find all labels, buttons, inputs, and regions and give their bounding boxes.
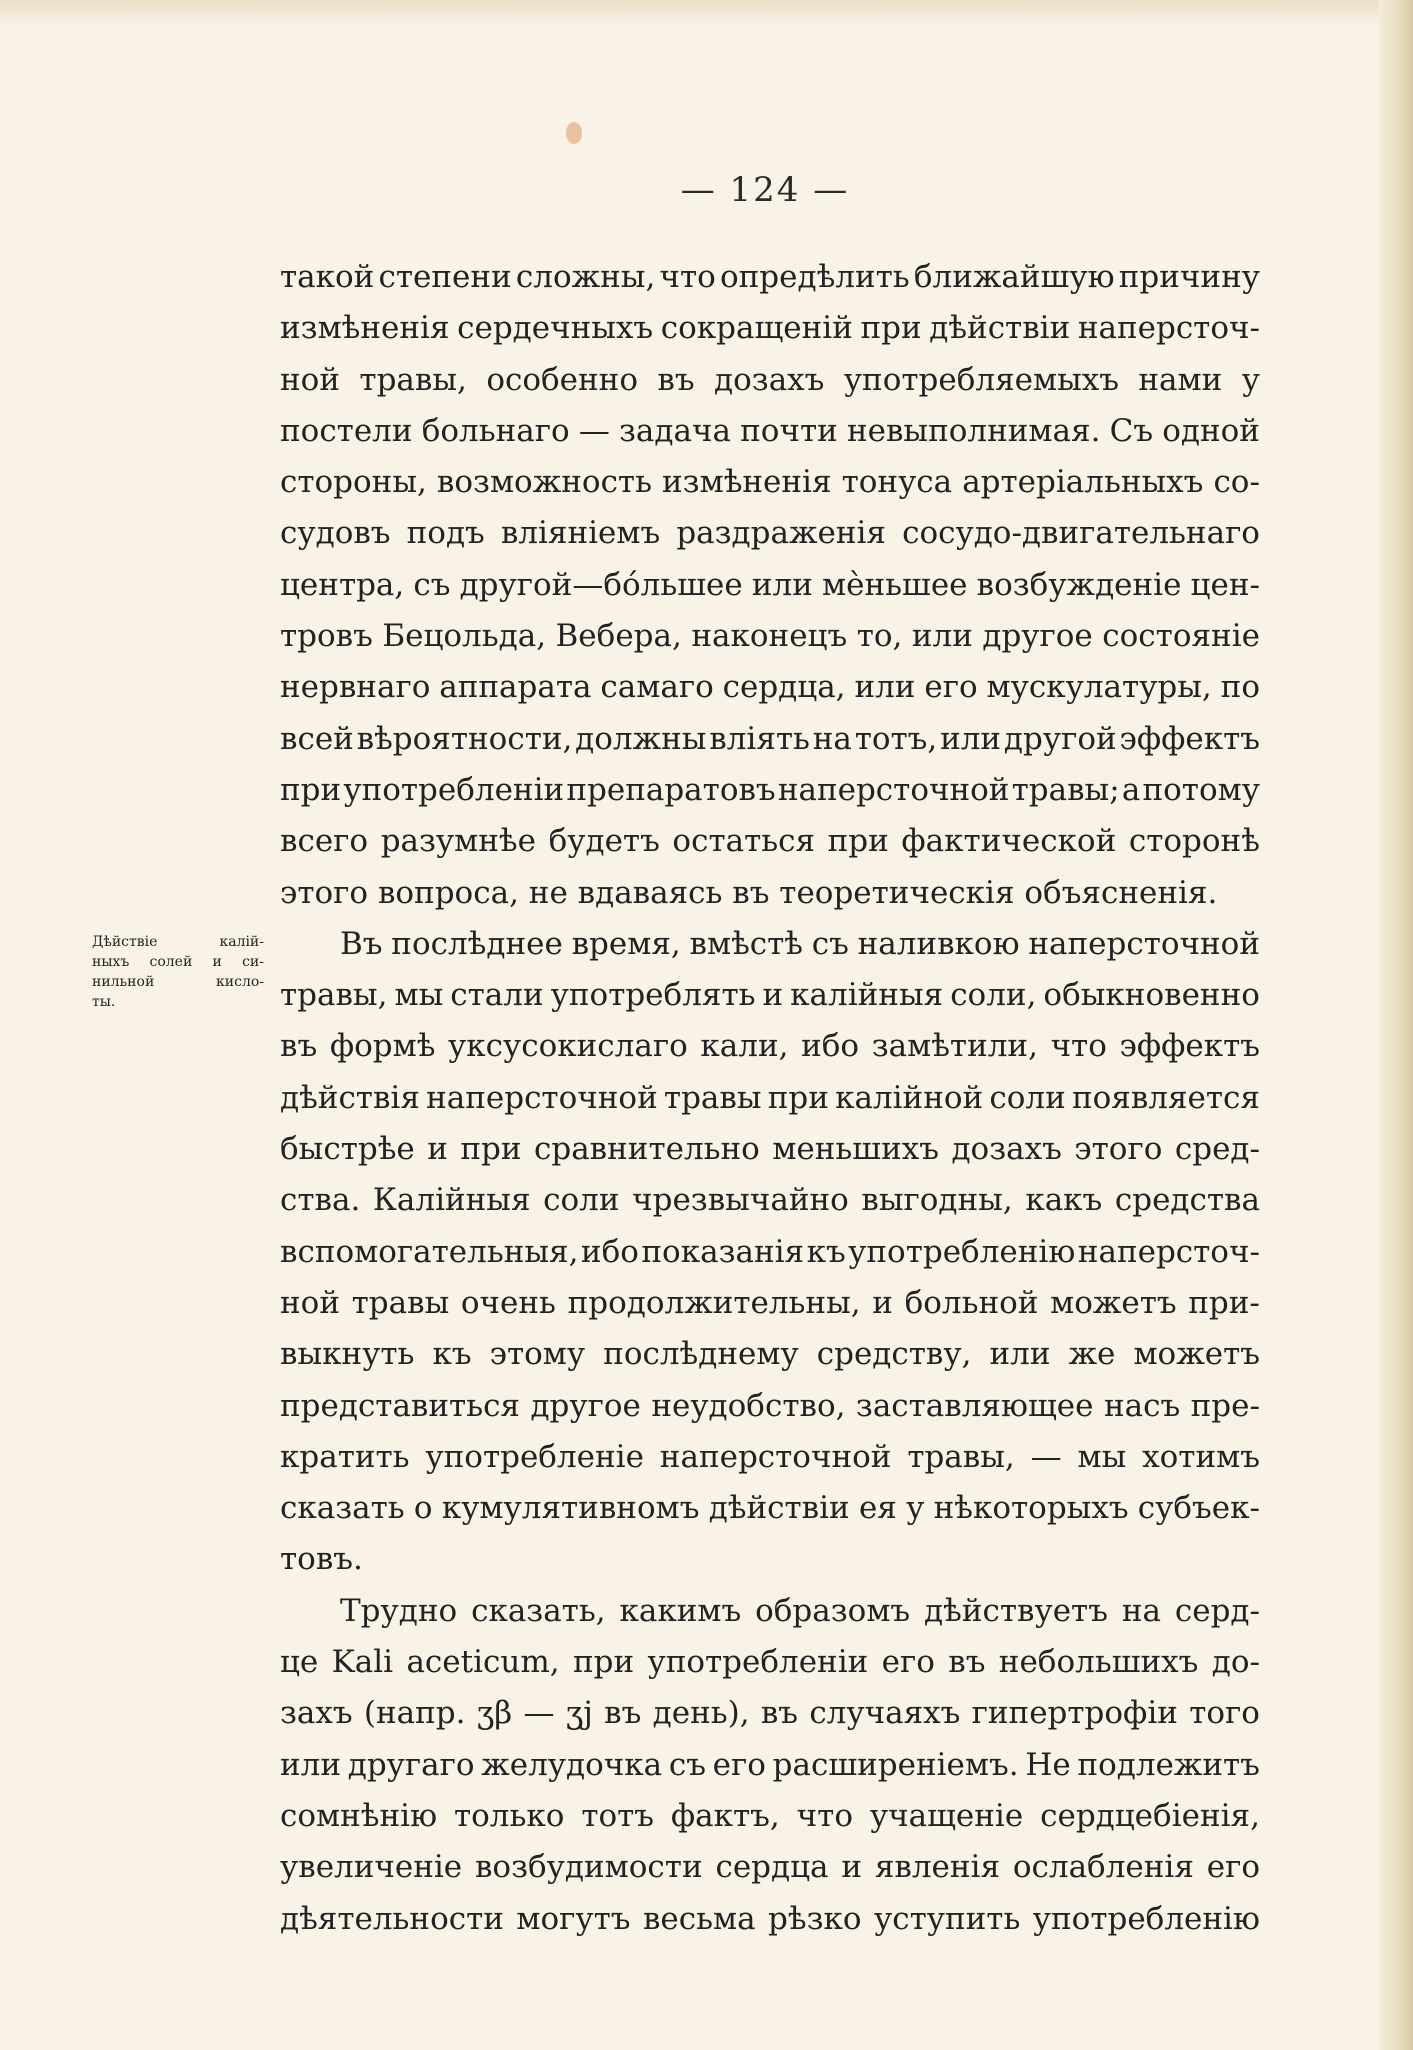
word: Калійныя <box>372 1182 531 1219</box>
word: увеличеніе <box>280 1849 463 1886</box>
word: самаго <box>600 669 714 706</box>
word: со- <box>1213 464 1260 501</box>
word: ства. <box>280 1182 361 1219</box>
word: калійной <box>835 1079 984 1116</box>
word: травы, <box>359 361 467 398</box>
text-line <box>280 406 1260 457</box>
word: должны <box>575 720 707 757</box>
word: появляется <box>1071 1079 1260 1116</box>
word: у <box>906 1490 925 1527</box>
word: а <box>1121 771 1141 808</box>
word: сторонѣ <box>1128 823 1260 860</box>
word: травы, <box>907 1438 1015 1475</box>
word: того <box>1189 1695 1260 1732</box>
word: солей <box>149 954 193 970</box>
word: особенно <box>486 361 638 398</box>
text-line <box>280 1227 1260 1278</box>
word: фактъ, <box>670 1797 780 1834</box>
text-line <box>280 868 1260 919</box>
word: другаго <box>347 1746 475 1783</box>
word: какъ <box>1025 1182 1103 1219</box>
word: съ <box>811 925 849 962</box>
word: ныхъ <box>92 954 130 970</box>
word: тотъ <box>581 1797 654 1834</box>
word: Съ <box>1109 412 1154 449</box>
word: употребленіи <box>647 1644 869 1681</box>
word: вѣроятности, <box>356 720 573 757</box>
text-line <box>280 1586 1260 1637</box>
word: травы, <box>280 977 388 1014</box>
word: нѣкоторыхъ <box>933 1490 1129 1527</box>
word: влiять <box>709 720 810 757</box>
text-line <box>280 765 1260 816</box>
word: можетъ <box>1050 1284 1177 1321</box>
word: — <box>523 1695 555 1732</box>
word: уксусокислаго <box>448 1028 688 1065</box>
word: о <box>413 1490 433 1527</box>
text-line <box>280 1381 1260 1432</box>
word: вспомогательныя, <box>280 1233 579 1270</box>
word: задача <box>619 412 731 449</box>
word: препаратовъ <box>566 771 776 808</box>
word: всего <box>280 823 369 860</box>
word: другой <box>1003 720 1117 757</box>
word: потому <box>1142 771 1260 808</box>
word: или <box>854 669 916 706</box>
text-line <box>280 1894 1260 1945</box>
word: калій- <box>219 934 264 950</box>
word: на <box>1121 1592 1161 1629</box>
word: въ <box>948 1644 986 1681</box>
word: дозахъ <box>951 1131 1062 1168</box>
word: небольшихъ <box>998 1644 1199 1681</box>
word: сердца <box>715 1849 829 1886</box>
word: наперсточной <box>777 771 1010 808</box>
text-line <box>280 1278 1260 1329</box>
word: на <box>812 720 852 757</box>
text-line <box>280 560 1260 611</box>
word: наперсточ- <box>1077 310 1260 347</box>
word: сложны, <box>515 259 656 295</box>
word: — <box>578 412 610 449</box>
word: употребленіе <box>425 1438 644 1475</box>
word: день), <box>652 1695 750 1732</box>
word: состояніе <box>1102 618 1260 655</box>
word: употребленіи <box>343 771 565 808</box>
word: употреблять <box>550 977 756 1014</box>
word: не <box>528 874 578 911</box>
word: этого <box>1074 1131 1163 1168</box>
word: возбудимости <box>474 1849 703 1886</box>
margin-note-line <box>92 992 264 1012</box>
word: гипертрофіи <box>971 1695 1178 1732</box>
word: ея <box>858 1490 897 1527</box>
word: сомнѣнію <box>280 1797 438 1834</box>
body-text <box>280 252 1260 1945</box>
word: объясненія. <box>1024 874 1218 911</box>
word: вдаваясь <box>577 874 733 911</box>
text-line <box>280 1432 1260 1483</box>
word: ной <box>280 1284 340 1321</box>
word: дозахъ <box>714 361 825 398</box>
word: стали <box>450 977 544 1014</box>
margin-note <box>92 932 264 1012</box>
word: быстрѣе <box>280 1131 415 1168</box>
word: дѣйствія <box>280 1079 420 1116</box>
word: при- <box>1188 1284 1260 1321</box>
word: при <box>572 1644 635 1681</box>
word: возможность <box>436 464 652 501</box>
word: показанія <box>641 1233 805 1270</box>
word: расширеніемъ. <box>772 1746 1019 1783</box>
word: обыкновенно <box>1043 977 1260 1014</box>
word: ближайшую <box>913 259 1115 295</box>
word: только <box>453 1797 565 1834</box>
word: представиться <box>280 1387 520 1424</box>
word: при <box>280 771 342 808</box>
word: рѣзко <box>768 1900 862 1937</box>
word: время, <box>571 925 681 962</box>
word: травы; <box>1011 771 1120 808</box>
word: ты. <box>92 994 116 1010</box>
word: ибо <box>801 1028 860 1065</box>
word: другой—бóльшее <box>459 566 743 603</box>
word: меньшихъ <box>772 1131 939 1168</box>
word: учащеніе <box>869 1797 1024 1834</box>
word: весьма <box>642 1900 756 1937</box>
word: измѣненія <box>662 464 832 501</box>
word: мы <box>394 977 444 1014</box>
word: ʒβ <box>476 1695 513 1732</box>
word: средству, <box>816 1336 972 1373</box>
word: aceticum, <box>406 1644 560 1681</box>
word: по <box>1220 669 1260 706</box>
word: дѣйствіи <box>708 1490 850 1527</box>
word: въ <box>280 1028 318 1065</box>
word: постели <box>280 412 413 449</box>
margin-note-line <box>92 952 264 972</box>
word: наконецъ <box>691 618 848 655</box>
word: ʒj <box>565 1695 593 1732</box>
word: эффектъ <box>1119 720 1260 757</box>
word: при <box>460 1131 522 1168</box>
word: въ <box>604 1695 642 1732</box>
word: сред- <box>1174 1131 1260 1168</box>
word: Въ <box>340 925 383 962</box>
word: тотъ, <box>854 720 938 757</box>
word: другое <box>530 1387 641 1424</box>
word: чрезвычайно <box>632 1182 849 1219</box>
text-line <box>280 1073 1260 1124</box>
word: образомъ <box>755 1592 911 1629</box>
word: артеріальныхъ <box>962 464 1204 501</box>
word: и <box>841 1849 863 1886</box>
word: тонуса <box>841 464 953 501</box>
word: и <box>212 954 222 970</box>
word: дѣйствуетъ <box>924 1592 1108 1629</box>
word: при <box>860 310 922 347</box>
word: сердцебіенія, <box>1040 1797 1260 1834</box>
word: почти <box>740 412 838 449</box>
word: такой <box>280 259 375 295</box>
text-line <box>280 1791 1260 1842</box>
text-line <box>280 1021 1260 1072</box>
word: насъ <box>1103 1387 1181 1424</box>
word: будетъ <box>548 823 660 860</box>
word: мы <box>1077 1438 1127 1475</box>
word: въ <box>760 1695 799 1732</box>
word: невыполнимая. <box>846 412 1101 449</box>
word: нервнаго <box>280 669 431 706</box>
word: мѐньшее <box>822 566 968 603</box>
word: пре- <box>1190 1387 1260 1424</box>
word: ослабленія <box>1012 1849 1194 1886</box>
word: этого <box>280 874 378 911</box>
word: при <box>767 1079 829 1116</box>
word: сравнительно <box>533 1131 760 1168</box>
word: одной <box>1162 412 1260 449</box>
word: аппарата <box>439 669 592 706</box>
word: вмѣстѣ <box>689 925 803 962</box>
word: наперсточной <box>426 1079 658 1116</box>
word: и <box>427 1131 448 1168</box>
page-right-edge <box>1379 0 1413 2050</box>
word: ной <box>280 361 340 398</box>
word: больной <box>904 1284 1039 1321</box>
word: этому <box>489 1336 586 1373</box>
margin-note-line <box>92 932 264 952</box>
text-line <box>280 355 1260 406</box>
word: или <box>280 1746 342 1783</box>
word: неудобство, <box>651 1387 846 1424</box>
word: наливкою <box>857 925 1020 962</box>
word: нами <box>1138 361 1223 398</box>
word: стороны, <box>280 464 427 501</box>
word: съ <box>668 1746 706 1783</box>
word: кали, <box>700 1028 789 1065</box>
word: травы <box>351 1284 450 1321</box>
word: послѣднее <box>391 925 563 962</box>
word: желудочка <box>481 1746 663 1783</box>
word: что <box>1050 1028 1107 1065</box>
text-line <box>280 1329 1260 1380</box>
word: товъ. <box>280 1541 363 1578</box>
word: соли <box>543 1182 620 1219</box>
word: къ <box>432 1336 472 1373</box>
word: же <box>1068 1336 1116 1373</box>
word: (напр. <box>363 1695 466 1732</box>
word: его <box>1206 1849 1260 1886</box>
word: дѣйствіи <box>929 310 1071 347</box>
word: его <box>924 669 978 706</box>
word: Не <box>1025 1746 1071 1783</box>
word: въ <box>657 361 695 398</box>
word: субъек- <box>1137 1490 1260 1527</box>
word: разумнѣе <box>380 823 536 860</box>
word: цен- <box>1190 566 1260 603</box>
word: что <box>796 1797 853 1834</box>
word: сосудо-двигательнаго <box>902 515 1260 552</box>
word: сердечныхъ <box>457 310 654 347</box>
text-line <box>280 252 1260 303</box>
text-line <box>280 303 1260 354</box>
word: кратить <box>280 1438 410 1475</box>
word: то, <box>856 618 903 655</box>
word: другое <box>982 618 1093 655</box>
word: заставляющее <box>855 1387 1094 1424</box>
word: его <box>712 1746 766 1783</box>
margin-note-line <box>92 972 264 992</box>
text-line <box>280 1534 1260 1585</box>
word: травы <box>663 1079 762 1116</box>
word: эффектъ <box>1119 1028 1260 1065</box>
word: Бецольда, <box>382 618 547 655</box>
word: или <box>940 720 1002 757</box>
word: мускулатуры, <box>986 669 1212 706</box>
word: могутъ <box>516 1900 631 1937</box>
word: опредѣлить <box>719 259 910 295</box>
word: возбужденіе <box>976 566 1182 603</box>
word: соли <box>989 1079 1066 1116</box>
text-line <box>280 457 1260 508</box>
word: и <box>762 977 784 1014</box>
word: центра, <box>280 566 405 603</box>
word: продолжительны, <box>567 1284 861 1321</box>
text-line <box>280 714 1260 765</box>
word: послѣднему <box>603 1336 799 1373</box>
word: и <box>872 1284 893 1321</box>
word: въ <box>732 874 780 911</box>
word: выгодны, <box>861 1182 1013 1219</box>
text-line <box>280 970 1260 1021</box>
text-line <box>280 662 1260 713</box>
text-line <box>280 508 1260 559</box>
word: больнаго <box>421 412 570 449</box>
word: до- <box>1211 1644 1260 1681</box>
text-line <box>280 1175 1260 1226</box>
word: можетъ <box>1133 1336 1260 1373</box>
word: употребленію <box>848 1233 1076 1270</box>
text-line <box>280 816 1260 867</box>
word: случаяхъ <box>809 1695 961 1732</box>
word: подъ <box>406 515 485 552</box>
word: теоретическія <box>779 874 1025 911</box>
page-top-edge <box>0 0 1413 26</box>
word: съ <box>413 566 451 603</box>
word: серд- <box>1174 1592 1260 1629</box>
word: ибо <box>580 1233 639 1270</box>
word: или <box>751 566 813 603</box>
word: выкнуть <box>280 1336 415 1373</box>
word: степени <box>378 259 512 295</box>
word: раздраженія <box>676 515 886 552</box>
text-line <box>280 1688 1260 1739</box>
paper-stain <box>566 122 582 144</box>
text-line <box>280 919 1260 970</box>
word: у <box>1241 361 1260 398</box>
word: къ <box>806 1233 846 1270</box>
word: кисло- <box>216 974 264 990</box>
word: хотимъ <box>1142 1438 1260 1475</box>
word: подлежитъ <box>1077 1746 1260 1783</box>
word: кумулятивномъ <box>441 1490 700 1527</box>
page-number: — 124 — <box>680 170 850 210</box>
word: сокращеній <box>660 310 853 347</box>
word: нильной <box>92 974 155 990</box>
word: очень <box>460 1284 556 1321</box>
word: — <box>1030 1438 1062 1475</box>
word: средства <box>1114 1182 1260 1219</box>
word: формѣ <box>329 1028 436 1065</box>
word: це <box>280 1644 319 1681</box>
word: употребляемыхъ <box>843 361 1119 398</box>
word: Дѣйствіе <box>92 934 158 950</box>
word: измѣненія <box>280 310 450 347</box>
word: или <box>911 618 973 655</box>
word: соли, <box>950 977 1037 1014</box>
word: наперсточ- <box>1077 1233 1260 1270</box>
word: вопроса, <box>377 874 529 911</box>
word: уступить <box>873 1900 1021 1937</box>
word: си- <box>242 954 264 970</box>
word: фактической <box>901 823 1117 860</box>
word: Вебера, <box>555 618 682 655</box>
word: вліяніемъ <box>500 515 661 552</box>
word: замѣтили, <box>871 1028 1038 1065</box>
text-line <box>280 1842 1260 1893</box>
word: явленія <box>874 1849 1001 1886</box>
word: какимъ <box>619 1592 742 1629</box>
word: судовъ <box>280 515 391 552</box>
word: его <box>881 1644 935 1681</box>
word: при <box>827 823 889 860</box>
word: что <box>659 259 716 295</box>
text-line <box>280 1483 1260 1534</box>
word: сказать <box>280 1490 405 1527</box>
word: Трудно <box>340 1592 458 1629</box>
text-line <box>280 1740 1260 1791</box>
word: или <box>989 1336 1051 1373</box>
text-line <box>280 611 1260 662</box>
word: наперсточной <box>1028 925 1260 962</box>
word: захъ <box>280 1695 353 1732</box>
word: наперсточной <box>659 1438 892 1475</box>
word: Kali <box>331 1644 394 1681</box>
word: дѣятельности <box>280 1900 504 1937</box>
word: тровъ <box>280 618 373 655</box>
word: всей <box>280 720 354 757</box>
word: остаться <box>672 823 816 860</box>
word: причину <box>1118 259 1260 295</box>
word: сердца, <box>722 669 846 706</box>
word: калійныя <box>790 977 944 1014</box>
text-line <box>280 1637 1260 1688</box>
word: сказать, <box>471 1592 606 1629</box>
text-line <box>280 1124 1260 1175</box>
word: употребленію <box>1032 1900 1260 1937</box>
